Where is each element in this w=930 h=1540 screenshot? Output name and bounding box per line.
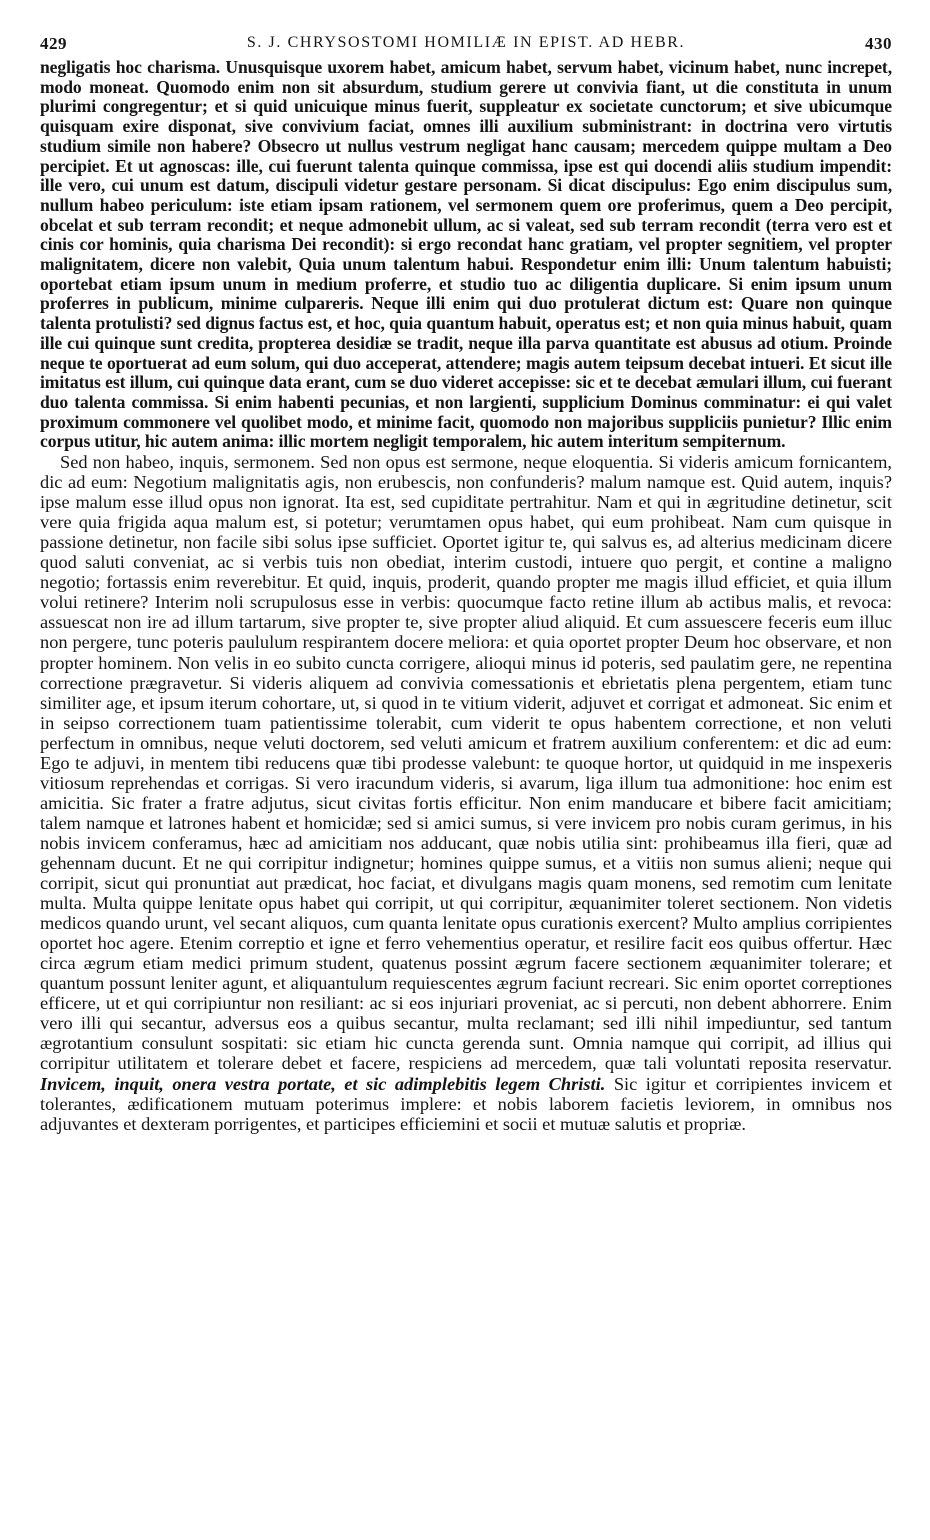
page-number-right: 430: [865, 34, 892, 53]
running-title: S. J. CHRYSOSTOMI HOMILIÆ IN EPIST. AD HEBR.: [246, 34, 686, 51]
paragraph-2-body: Sed non habeo, inquis, sermonem. Sed non opus est sermone, neque eloquentia. Si videris amicum fornicantem, dic ad eum: Negotium malignitatis agis, non erubescis, non confunderis? malum namque est. Quid autem, inquis? ipse malum esse illud opus non ignorat. Ita est, sed cupiditate pertrahitur. Nam et qui in ægritudine detinetur, scit vere quia frigida aqua malum est, si potetur; verumtamen opus habet, qui eum prohibeat. Nam cum quisque in passione detinetur, non facile sibi solus ipse sufficiet. Oportet igitur te, qui salvus es, ad alterius medicinam dicere quod saluti conveniat, ac si verbis tuis non obediat, interim custodi, intuere quo pergit, et contine a maligno negotio; fortassis enim reverebitur. Et quid, inquis, proderit, quando propter me magis illud efficiet, et quia illum volui retinere? Interim noli scrupulosus esse in verbis: quocumque facto retine illum ab actibus malis, et revoca: assuescat non ire ad illum tartarum, sive propter te, sive propter aliud aliquid. Et cum assuescere feceris eum illuc non pergere, tunc poteris paululum respirantem docere meliora: et quia oportet propter Deum hoc observare, et non propter hominem. Non velis in eo subito cuncta corrigere, alioqui minus id poteris, sed paulatim gere, ne repentina correctione prægravetur. Si videris aliquem ad convivia comessationis et ebrietatis plena pergentem, etiam tunc similiter age, et ipsum iterum cohortare, ut, si quod in te vitium viderit, adjuvet et corrigat et admoneat. Sic enim et in seipso correctionem tuam patientissime tolerabit, cum viderit te opus habentem correctione, et non veluti perfectum in omnibus, neque veluti doctorem, sed veluti amicum et fratrem auxilium conferentem: et dic ad eum: Ego te adjuvi, in mentem tibi reducens quæ tibi prodesse valebunt: te quoque hortor, ut quidquid in me inspexeris vitiosum reprehendas et corrigas. Si vero iracundum videris, si avarum, liga illum tua admonitione: hoc enim est amicitia. Sic frater a fratre adjutus, sicut civitas fortis efficitur. Non enim manducare et bibere facit amicitiam; talem namque et latrones habent et homicidæ; sed si amici sumus, si vere invicem pro nobis curam gerimus, in his nobis invicem conferamus, hæc ad amicitiam nos adducant, quæ nobis utilia sint: prohibeamus illa fieri, quæ ad gehennam ducunt. Et ne qui corripitur indignetur; homines quippe sumus, et a vitiis non sumus alieni; neque qui corripit, sicut qui pronuntiat aut prædicat, hoc faciat, et divulgans magis quam monens, sed remotim cum lenitate multa. Multa quippe lenitate opus habet qui corripit, ut qui corripitur, æquanimiter toleret sectionem. Non videtis medicos quando urunt, vel secant aliquos, cum quanta lenitate opus curationis exercent? Multo amplius corripientes oportet hoc agere. Etenim correptio et igne et ferro vehementius operatur, et resilire facit eos quibus offertur. Hæc circa ægrum etiam medici primum student, quatenus possint ægrum facere sectionem æquanimiter tolerare; et quantum possunt leniter agunt, et aliquantulum requiescentes ægrum faciunt recreari. Sic enim oportet correptiones efficere, ut et qui corripiuntur non resiliant: ac si eos injuriari proveniat, ac si percuti, non debent abhorrere. Enim vero illi qui secantur, adversus eos a quibus secantur, multa reclamant; sed illi nihil impediuntur, sed tantum ægrotantium consulunt sospitati: sic etiam hic cuncta gerenda sunt. Omnia namque qui corripit, ad illius qui corripitur utilitatem et tolerare debet et facere, respiciens ad mercedem, quæ tali voluntati reposita reservatur.: [40, 452, 892, 1074]
scripture-quote: Invicem, inquit, onera vestra portate, et sic adimplebitis legem Christi.: [40, 1073, 606, 1094]
book-page: [40, 34, 892, 1518]
paragraph-2: [40, 452, 892, 1134]
paragraph-2-closing: Sic igitur et corripientes invicem et tolerantes, ædificationem mutuam poterimus implere: et nobis laborem facietis leviorem, in omnibus nos adjuvantes et dexteram porrigentes, et participes efficiemini et socii et mutuæ salutis et propriæ.: [40, 1073, 892, 1134]
page-number-left: 429: [40, 34, 67, 53]
paragraph-1: negligatis hoc charisma. Unusquisque uxorem habet, amicum habet, servum habet, vicinum habet, nunc increpet, modo moneat. Quomodo enim non sit absurdum, studium gerere ut convivia fiant, ut die constituta in unum plurimi congregentur; et si quid unicuique minus fuerit, suppleatur ex societate cunctorum; et sive ubicumque quisquam exire disponat, sive convivium faciat, omnes illi auxilium subministrant: in doctrina vero virtutis studium simile non habere? Obsecro ut nullus vestrum negligat hanc causam; mercedem quippe multam a Deo percipiet. Et ut agnoscas: ille, cui fuerunt talenta quinque commissa, ipse est qui docendi aliis studium impendit: ille vero, cui unum est datum, discipuli videtur gestare personam. Si dicat discipulus: Ego enim discipulus sum, nullum habeo periculum: iste etiam ipsam rationem, vel sermonem quem ore proferimus, quem a Deo percipit, obcelat et sub terram recondit; et neque admonebit ullum, ac si valeat, sed sub terram recondit (terra vero est et cinis cor hominis, quia charisma Dei recondit): si ergo recondat hanc gratiam, vel propter segnitiem, vel propter malignitatem, dicere non valebit, Quia unum talentum habui. Respondetur enim illi: Unum talentum habuisti; oportebat etiam ipsum unum in medium proferre, et studio tuo ac diligentia duplicare. Si enim ipsum unum proferres in publicum, minime culpareris. Neque illi enim qui duo protulerat dictum est: Quare non quinque talenta protulisti? sed dignus factus est, et hoc, quia quantum habuit, operatus est; et non quia minus habuit, quam ille cui quinque sunt credita, propterea desidiæ se tradit, neque illa parva quantitate est abusus ad otium. Proinde neque te oportuerat ad eum solum, qui duo acceperat, attendere; magis autem teipsum decebat intueri. Et sicut ille imitatus est illum, cui quinque data erant, cum se duo videret accepisse: sic et te decebat æmulari illum, cui fuerant duo talenta commissa. Si enim habenti pecunias, et non largienti, supplicium Dominus comminatur: ei qui valet proximum commonere vel quolibet modo, et minime facit, quomodo non majoribus suppliciis punietur? Illic enim corpus utitur, hic autem anima: illic mortem negligit temporalem, hic autem interitum sempiternum.: [40, 57, 892, 452]
running-header: [40, 34, 892, 58]
